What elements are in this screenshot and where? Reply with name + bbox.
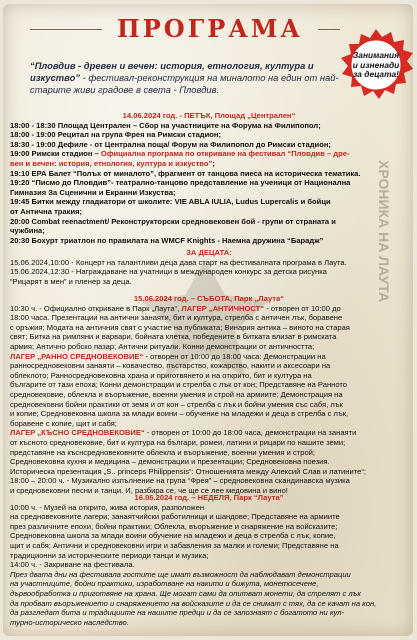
program-line: на участниците, бойни практики, изработване на накити и бижута, монетосечене,	[10, 579, 319, 589]
program-line	[10, 159, 408, 169]
highlight-text: ЛАГЕР „РАННО СРЕДНОВЕКОВИЕ“	[10, 351, 144, 361]
line-text: 18:00 - 18:30 Площад Централен – Сбор на участниците на Форума на Филипопол;	[10, 120, 321, 130]
day3-lines	[10, 503, 408, 570]
day2-section	[10, 294, 408, 495]
program-line	[10, 313, 408, 323]
program-line	[10, 448, 408, 458]
program-line: Средновековна школа за млади воини обучение на младежи и деца в стрелба с лък, копие,	[10, 531, 336, 541]
program-line: турно-историческо наследство.	[10, 617, 129, 627]
program-line	[10, 332, 408, 342]
line-text: 19:45 Битки между гладиатори от школите: VIE ABLA IULIA, Ludus Lupercalis и бойци	[10, 197, 331, 207]
highlight-text: ЛАГЕР „АНТИЧНОСТ“	[181, 303, 265, 313]
day2-lines	[10, 304, 408, 496]
program-line	[10, 380, 408, 390]
day2-heading: 15.06.2024 год. – СЪБОТА, Парк „Лаута“	[133, 294, 285, 303]
line-text: от късното средновековие, бит и култура на българи, ромеи, латини и рицари по нашите земи;	[10, 437, 346, 447]
line-text: средновековие, облекла и въоръжение, военни умения и строй на армиите; Демонстрация на	[10, 389, 343, 399]
program-line: през различните епохи, бойни практики; Облекла, въоръжение и снаряжение на войсказите;	[10, 521, 338, 531]
program-line	[10, 149, 408, 159]
program-line: През двата дни на фестивала гостите ще имат възможност да наблюдават демонстрации	[10, 569, 351, 579]
line-text: боравене с копие, щит и сабя;	[10, 418, 117, 428]
festival-subtitle	[30, 60, 340, 96]
line-text: от Антична тракия;	[10, 206, 83, 216]
line-text: и средновековни песни и танци. И, разбира се, че ще се лее медовина и вино!	[10, 485, 288, 495]
program-line: щит и сабя; Антични и средновековни игри и забавления за малки и големи; Представяне на	[10, 540, 339, 550]
line-text: ;	[212, 158, 215, 168]
line-text: 20:00 Combat reenactment/ Реконструкторски средновековен бой - групи от страната и	[10, 216, 336, 226]
program-line	[10, 188, 408, 198]
program-line	[10, 304, 408, 314]
line-text: свят; Битка на римляни и варвари, бойната клетка, победените в битката влизат в римската	[10, 332, 337, 342]
line-text: ранносредновековни занаяти – ковачество, пъстарство, кожарство, накити и аксесоари на	[10, 361, 331, 371]
program-line	[10, 371, 408, 381]
program-line	[10, 178, 408, 188]
line-text: 18:00 - 19:00 Рецитал на група Фрея на Римски стадион;	[10, 130, 222, 140]
program-line	[10, 390, 408, 400]
line-text: - отворен от 10:00 до	[264, 303, 341, 313]
line-text: 18:30 - 19:00 Дефиле - от Централна поща/ Форум на Филипопол до Римски стадион;	[10, 139, 331, 149]
day3-closing-note	[10, 570, 408, 628]
program-line	[10, 323, 408, 333]
line-text: армия; Антично робско пазар; Антични ритуали. Конни демонстрации от античността;	[10, 341, 315, 351]
program-line	[10, 438, 408, 448]
kids-line: “Рицарят в мен” и пленер за деца.	[10, 276, 132, 286]
program-line	[10, 457, 408, 467]
program-line	[10, 361, 408, 371]
line-text: 18:00 – 20:00 ч. - Музикално изпълнение на група “Фрея” – средновековна скандинавска музика	[10, 476, 350, 486]
program-line	[10, 140, 408, 150]
day3-heading: 16.06.2024 год. – НЕДЕЛЯ, Парк “Лаута”	[134, 493, 284, 502]
highlight-text: Официална програма по откриване на фестивал “Пловдив – дре-	[100, 149, 350, 159]
program-line: да пробват въоръжението и снаряжението на войсказите и да се снимат с тях, да се качат на кон,	[10, 598, 377, 608]
program-line	[10, 226, 408, 236]
subtitle-title: “Пловдив - древен и вечен: история, етнология, култура и изкуство”	[30, 60, 314, 83]
kids-heading: ЗА ДЕЦАТА:	[186, 248, 232, 257]
line-text: 19:10 ЕРА Балет “Полъх от миналото”, фрагмент от танцова пиеса на историческа тематика.	[10, 168, 361, 178]
line-text: средновековни бойни практики от земя и от кон – стрелба с лък и бойни умения със сабя, лък	[10, 399, 343, 409]
line-text: представяне на къснсредновековните облекла и въоръжение, военни умения и строй;	[10, 447, 316, 457]
program-line: дървообработка и приготвяне на храна. Ще могат сами да опитват монети, да стрелят с лък	[10, 588, 361, 598]
program-line	[10, 409, 408, 419]
badge-text: Занимания и изненади за децата!	[352, 50, 400, 80]
program-line	[10, 236, 408, 246]
line-text: Гимназия За Сценични и Екранни Изкуства;	[10, 187, 176, 197]
day1-heading: 14.06.2024 год. - ПЕТЪК, Площад „Централен“	[122, 111, 296, 120]
kids-line: 15.06.2024,10:00 - Концерт на талантливи деца дава старт на фестивалната програма в Лаута.	[10, 257, 347, 267]
line-text: 19:20 “Писмо до Пловдив”- театрално-танцово представление на ученици от Национална	[10, 178, 351, 188]
program-line	[10, 419, 408, 429]
line-text: и копие; Средновековна школа за млади воини – обучение на младежи и деца в стрелба с лък,	[10, 409, 349, 419]
line-text: българите от тази епоха; Конни демонстрации и стрелба с лък от кон; Представяне на Ранното	[10, 380, 348, 390]
program-line	[10, 342, 408, 352]
program-line: на средновековните лагери; занаятчийски работилници и шандове; Представяне на армиите	[10, 512, 340, 522]
highlight-text: ЛАГЕР „КЪСНО СРЕДНОВЕКОВИЕ“	[10, 428, 145, 438]
line-text: облеклото; Ранносредновековна храна и приготвянето и на открито, бит и култура на	[10, 370, 312, 380]
line-text: чужбина;	[10, 226, 45, 236]
line-text: 20:30 Бохурт триатлон по правилата на WMCF Knights - Наемна дружина “Барадж”	[10, 235, 324, 245]
line-text: Историческа презентация „S.. princeps Philippensis“: Отношенията между Алексий Слав и латините“;	[10, 466, 366, 476]
program-line	[10, 169, 408, 179]
side-watermark-text: ХРОНИКА НА ЛАУТА	[376, 160, 392, 303]
program-line	[10, 400, 408, 410]
program-line	[10, 207, 408, 217]
highlight-text: вен и вечен: история, етнология, култура и изкуство”	[10, 158, 213, 168]
kids-line: 15.06.2024,12:30 - Награждаване на учатници в международен конкурс за детска рисунка	[10, 267, 327, 277]
program-line	[10, 428, 408, 438]
page-title: ПРОГРАМА	[117, 14, 303, 43]
program-line: традиционни за историческите периоди танци и музика;	[10, 550, 209, 560]
title-rule-right	[318, 29, 340, 30]
program-line	[10, 476, 408, 486]
day1-lines	[10, 121, 408, 246]
line-text: с оръжия; Модата на античния свят с участие на публиката; Винария антика – виното на старая	[10, 322, 350, 332]
line-text: 18:00 часа. Презентации на антични занаяти, бит и култура, стрелба с античен лък, боравене	[10, 313, 343, 323]
day3-section	[10, 493, 408, 627]
line-text: Средновековна кухня и медицина – демонстрации и презентации; Средновековна поезия.	[10, 457, 330, 467]
program-line	[10, 121, 408, 131]
program-line	[10, 467, 408, 477]
day1-section	[10, 111, 408, 245]
subtitle-description: - фестивал-реконструкция на миналото на един от най-старите живи градове в света - Пловдив.	[30, 72, 339, 95]
program-line: 10:00 ч. - Музей на открито, жива история, разположен	[10, 502, 205, 512]
program-line: да разгледат бита и традициите на нашите предци и да се запознаят с богатото ни кул-	[10, 608, 345, 618]
program-line	[10, 352, 408, 362]
program-line	[10, 217, 408, 227]
title-rule-left	[30, 29, 102, 30]
line-text: 19:00 Римски стадион –	[10, 149, 101, 159]
program-line: 14:00 ч. - Закриване на фестивала.	[10, 560, 135, 570]
line-text: - отворен от 10:00 до 18:00 часа: Демонстрации на	[143, 351, 326, 361]
program-line	[10, 197, 408, 207]
line-text: 10:30 ч. - Официално откриване в Парк „Лаута“,	[10, 303, 182, 313]
line-text: - отворен от 10:00 до 18:00 часа, демонстрации на занаяти	[144, 428, 357, 438]
kids-section	[10, 248, 408, 286]
program-line	[10, 130, 408, 140]
